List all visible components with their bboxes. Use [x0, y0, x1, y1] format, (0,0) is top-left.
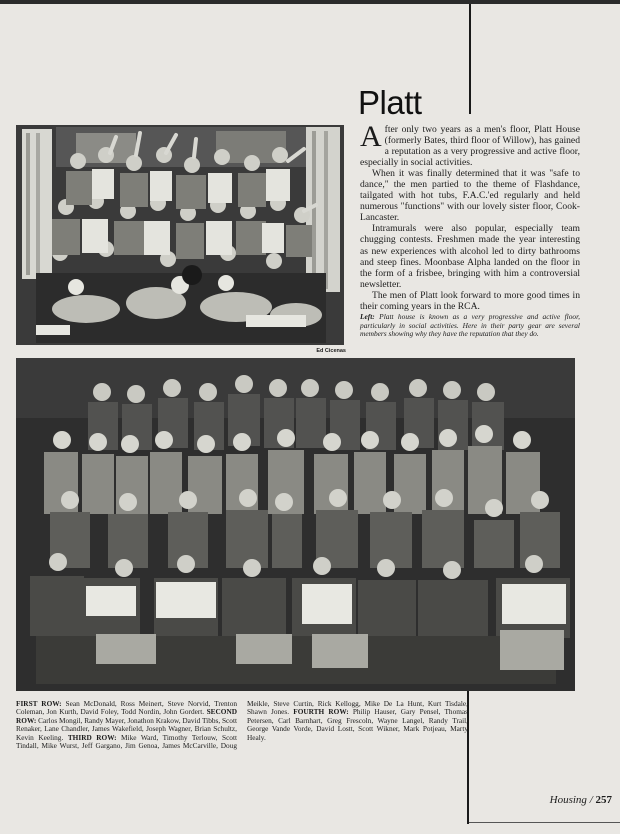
row-label: FOURTH ROW:	[293, 707, 349, 717]
page-footer	[550, 794, 612, 806]
section-name: Housing	[549, 794, 587, 806]
member-names-list	[16, 700, 468, 750]
article-paragraph	[360, 120, 580, 169]
article-paragraph: Intramurals were also popular, especially team chugging contests. Freshmen made the year interesting as new experiences with alcohol led to dirty bathrooms and steep fines. Moonbase Alpha landed on the floor in the form of a frisbee, bringing with him a controversial newsletter.	[360, 223, 580, 290]
article-paragraph: When it was finally determined that it was "safe to dance," the men partied to the theme of Flashdance, tailgated with hot tubs, F.A.C.'ed regularly and held numerous "functions" with our lovely sister floor, Cook-Lancaster.	[360, 168, 580, 224]
page-title: Platt	[358, 84, 422, 121]
article-body	[360, 120, 580, 312]
vertical-rule-top	[469, 4, 471, 114]
horizontal-rule-bottom	[469, 822, 620, 823]
photo-caption	[360, 313, 580, 339]
party-group-photo	[16, 125, 344, 345]
party-photo-illustration	[16, 125, 344, 345]
page-number: 257	[595, 794, 612, 806]
group-portrait-photo	[16, 358, 575, 691]
portrait-photo-illustration	[16, 358, 575, 691]
page-top-edge	[0, 0, 620, 4]
caption-text: Platt house is known as a very progressive and active floor, particularly in social activities. Here in their party gear are several members showing why they have the reputation that they do.	[360, 312, 580, 339]
caption-lead: Left:	[360, 312, 375, 321]
row-names: Carlos Mongil, Randy Mayer, Jonathon Krakow, David Tibbs, Scott Renaker, Lane Chandler, James Wakefield, Joseph Wagner, Brian Schultz, Kevin Keeling.	[16, 715, 237, 742]
row-names: Philip Hauser, Gary Pensel, Thomas Petersen, Carl Barnhart, Greg Frescoln, Wayne Langel, Randy Trail, George Vande Vorde, David Lostt, Scott Wikner, Mark Potjeau, Marty Healy.	[247, 707, 468, 742]
row-names: Sean McDonald, Ross Meinert, Steve Norvid, Trenton Coleman, Jon Kurth, David Foley, Todd Nordin, John Gordert.	[16, 699, 237, 717]
footer-separator: /	[586, 794, 596, 806]
article-paragraph-text: fter only two years as a men's floor, Platt House (formerly Bates, third floor of Willow), has gained a reputation as a very progressive and active floor, especially in social activities.	[360, 124, 580, 169]
photo-credit: Ed Cicenas	[316, 348, 346, 354]
drop-cap: A	[360, 120, 382, 153]
row-label: FIRST ROW:	[16, 699, 62, 708]
row-names: Mike Ward, Timothy Terlouw, Scott Tindall, Mike Wurst, Jeff Gargano, Jim Genoa, James McCarville, Doug Meikle, Steve Curtin, Rick Kellogg, Mike De La Hunt, Kurt Tisdale, Shawn Jones.	[16, 699, 468, 751]
article-paragraph: The men of Platt look forward to more good times in their coming years in the RCA.	[360, 289, 580, 312]
row-label: SECOND ROW:	[16, 707, 237, 725]
row-label: THIRD ROW:	[67, 732, 117, 742]
